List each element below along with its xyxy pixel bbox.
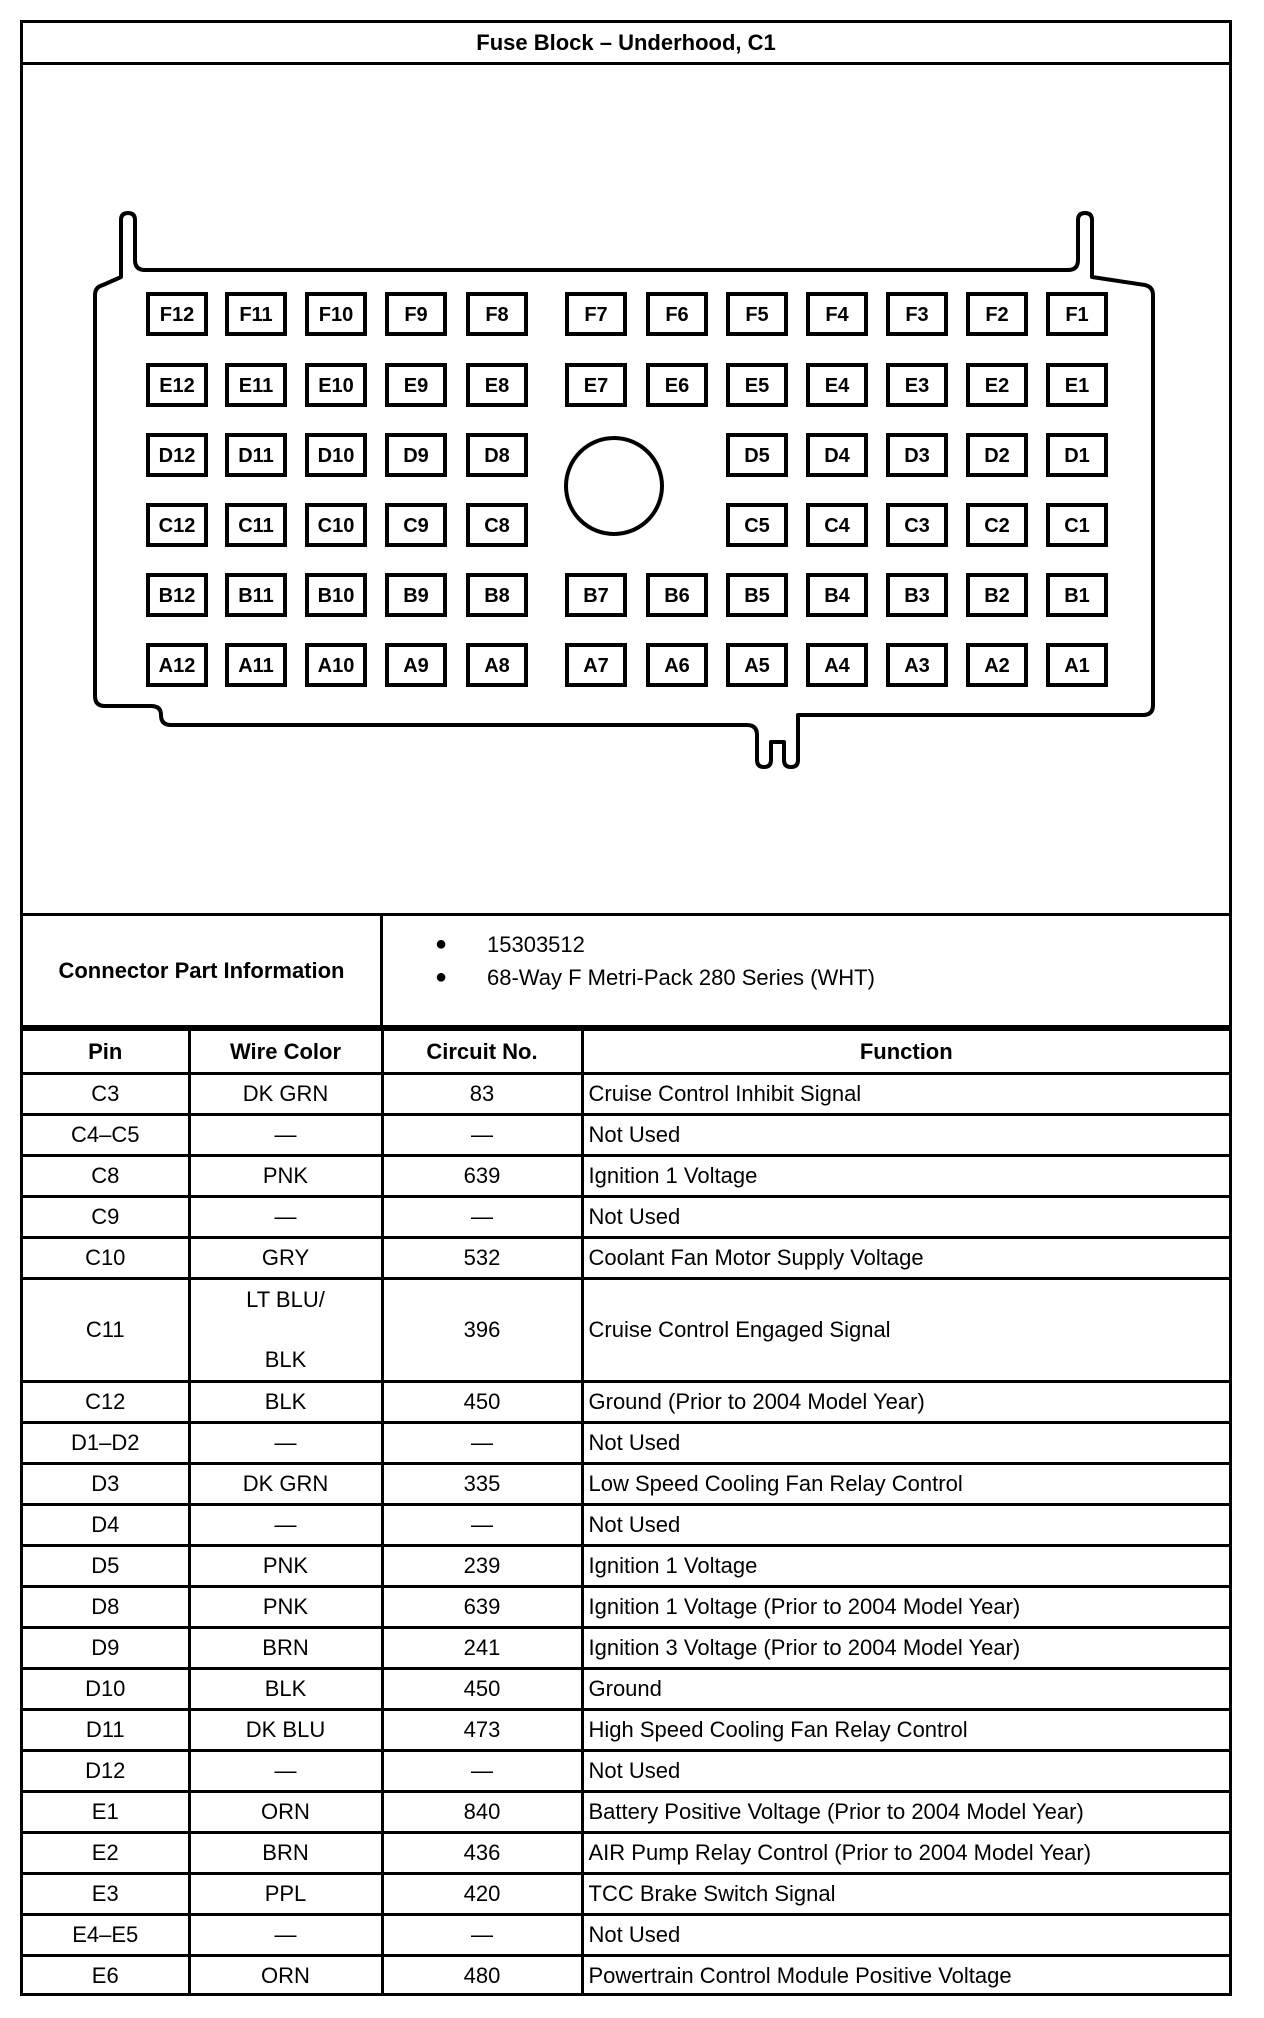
- connector-part-information: [23, 913, 1229, 1028]
- pin-cell: D1–D2: [23, 1423, 189, 1464]
- cavity-b6: [648, 575, 706, 615]
- circuit-cell: —: [382, 1751, 582, 1792]
- cavity-f5: [728, 294, 786, 334]
- wire-color-cell: —: [189, 1115, 382, 1156]
- circuit-cell: 335: [382, 1464, 582, 1505]
- circuit-cell: 83: [382, 1074, 582, 1115]
- function-cell: Not Used: [582, 1505, 1229, 1546]
- cavity-c5: [728, 505, 786, 545]
- function-cell: Ignition 1 Voltage: [582, 1156, 1229, 1197]
- cavity-f3: [888, 294, 946, 334]
- cavity-label: B8: [484, 585, 510, 607]
- cavity-label: C10: [317, 515, 355, 537]
- cavity-b11: [227, 575, 285, 615]
- cavity-b9: [387, 575, 445, 615]
- cavity-f11: [227, 294, 285, 334]
- cavity-e1: [1048, 365, 1106, 405]
- table-row: [23, 1833, 1229, 1874]
- cavity-a12: [148, 645, 206, 685]
- cavity-c2: [968, 505, 1026, 545]
- pin-cell: D12: [23, 1751, 189, 1792]
- cavity-d8: [468, 435, 526, 475]
- cavity-label: E4: [824, 375, 850, 397]
- cavity-label: D1: [1064, 445, 1090, 467]
- pin-cell: C9: [23, 1197, 189, 1238]
- circuit-cell: —: [382, 1197, 582, 1238]
- part-info-item: [383, 928, 1229, 961]
- cavity-a4: [808, 645, 866, 685]
- cavity-label: B1: [1064, 585, 1090, 607]
- wire-color-cell: —: [189, 1505, 382, 1546]
- cavity-label: F2: [985, 304, 1009, 326]
- cavity-e3: [888, 365, 946, 405]
- cavity-c1: [1048, 505, 1106, 545]
- table-row: [23, 1587, 1229, 1628]
- circuit-cell: 450: [382, 1382, 582, 1423]
- cavity-label: E3: [904, 375, 930, 397]
- circuit-cell: 420: [382, 1874, 582, 1915]
- cavity-label: B2: [984, 585, 1010, 607]
- cavity-label: E1: [1064, 375, 1090, 397]
- pin-cell: C4–C5: [23, 1115, 189, 1156]
- cavity-b3: [888, 575, 946, 615]
- wire-color-line: LT BLU/: [246, 1287, 325, 1312]
- cavity-label: F3: [905, 304, 929, 326]
- cavity-label: A4: [824, 655, 850, 677]
- cavity-label: D5: [744, 445, 770, 467]
- cavity-label: C3: [904, 515, 930, 537]
- pin-table: [23, 1028, 1229, 1995]
- wire-color-cell: DK GRN: [189, 1074, 382, 1115]
- part-info-list: [383, 916, 1229, 1037]
- cavity-label: F1: [1065, 304, 1089, 326]
- pin-cell: D9: [23, 1628, 189, 1669]
- function-cell: Ignition 1 Voltage: [582, 1546, 1229, 1587]
- circuit-cell: 639: [382, 1587, 582, 1628]
- circuit-cell: 840: [382, 1792, 582, 1833]
- connector-diagram: [23, 65, 1229, 913]
- cavity-d10: [307, 435, 365, 475]
- header-pin: Pin: [23, 1030, 189, 1074]
- cavity-b7: [567, 575, 625, 615]
- function-cell: Not Used: [582, 1115, 1229, 1156]
- cavity-c11: [227, 505, 285, 545]
- function-cell: Cruise Control Engaged Signal: [582, 1279, 1229, 1382]
- pin-cell: C8: [23, 1156, 189, 1197]
- cavity-e9: [387, 365, 445, 405]
- wire-color-cell: —: [189, 1915, 382, 1956]
- cavity-label: F8: [485, 304, 509, 326]
- header-wire-color: Wire Color: [189, 1030, 382, 1074]
- cavity-d3: [888, 435, 946, 475]
- function-cell: TCC Brake Switch Signal: [582, 1874, 1229, 1915]
- wire-color-cell: PNK: [189, 1156, 382, 1197]
- cavity-e6: [648, 365, 706, 405]
- cavity-e7: [567, 365, 625, 405]
- cavity-d9: [387, 435, 445, 475]
- cavity-b2: [968, 575, 1026, 615]
- circuit-cell: 450: [382, 1669, 582, 1710]
- connector-face-svg: [23, 65, 1229, 913]
- cavity-label: C8: [484, 515, 510, 537]
- cavity-f10: [307, 294, 365, 334]
- cavity-label: E5: [744, 375, 770, 397]
- function-cell: High Speed Cooling Fan Relay Control: [582, 1710, 1229, 1751]
- cavity-b10: [307, 575, 365, 615]
- cavity-f9: [387, 294, 445, 334]
- cavity-c12: [148, 505, 206, 545]
- cavity-d1: [1048, 435, 1106, 475]
- function-cell: Not Used: [582, 1751, 1229, 1792]
- cavity-label: D10: [317, 445, 355, 467]
- pin-cell: E6: [23, 1956, 189, 1996]
- part-info-label: Connector Part Information: [23, 916, 383, 1025]
- circuit-cell: —: [382, 1505, 582, 1546]
- wire-color-cell: PNK: [189, 1587, 382, 1628]
- cavity-e8: [468, 365, 526, 405]
- connector-description: 68-Way F Metri-Pack 280 Series (WHT): [487, 965, 875, 990]
- wire-color-cell: BRN: [189, 1628, 382, 1669]
- function-cell: Ground: [582, 1669, 1229, 1710]
- cavity-a7: [567, 645, 625, 685]
- cavity-d2: [968, 435, 1026, 475]
- circuit-cell: 473: [382, 1710, 582, 1751]
- cavity-label: E8: [484, 375, 510, 397]
- circuit-cell: —: [382, 1915, 582, 1956]
- header-function: Function: [582, 1030, 1229, 1074]
- cavity-label: B10: [317, 585, 355, 607]
- wire-color-cell: PNK: [189, 1546, 382, 1587]
- cavity-label: F9: [404, 304, 428, 326]
- cavity-label: F5: [745, 304, 769, 326]
- circuit-cell: 532: [382, 1238, 582, 1279]
- cavity-c3: [888, 505, 946, 545]
- cavity-label: E6: [664, 375, 690, 397]
- cavity-label: A3: [904, 655, 930, 677]
- wire-color-cell: DK BLU: [189, 1710, 382, 1751]
- cavity-label: F7: [584, 304, 608, 326]
- cavity-label: A12: [158, 655, 196, 677]
- cavity-b12: [148, 575, 206, 615]
- cavity-b4: [808, 575, 866, 615]
- cavity-label: A10: [317, 655, 355, 677]
- wire-color-cell: —: [189, 1423, 382, 1464]
- cavity-label: B7: [583, 585, 609, 607]
- table-row: [23, 1751, 1229, 1792]
- function-cell: Not Used: [582, 1197, 1229, 1238]
- part-info-item: [383, 961, 1229, 994]
- cavity-label: A7: [583, 655, 609, 677]
- function-cell: Coolant Fan Motor Supply Voltage: [582, 1238, 1229, 1279]
- header-circuit-no: Circuit No.: [382, 1030, 582, 1074]
- wire-color-cell: [189, 1279, 382, 1382]
- circuit-cell: —: [382, 1115, 582, 1156]
- circuit-cell: 396: [382, 1279, 582, 1382]
- table-row: [23, 1669, 1229, 1710]
- pin-cell: C3: [23, 1074, 189, 1115]
- cavity-label: F11: [239, 304, 273, 326]
- cavity-label: B6: [664, 585, 690, 607]
- cavity-a10: [307, 645, 365, 685]
- cavity-label: E7: [583, 375, 609, 397]
- cavity-b1: [1048, 575, 1106, 615]
- table-row: [23, 1874, 1229, 1915]
- table-header-row: [23, 1030, 1229, 1074]
- cavity-label: E10: [318, 375, 354, 397]
- cavity-a1: [1048, 645, 1106, 685]
- table-row: [23, 1792, 1229, 1833]
- cavity-label: B3: [904, 585, 930, 607]
- cavity-f4: [808, 294, 866, 334]
- cavity-e12: [148, 365, 206, 405]
- cavity-c4: [808, 505, 866, 545]
- table-row: [23, 1197, 1229, 1238]
- cavity-label: B11: [238, 585, 274, 607]
- cavity-f6: [648, 294, 706, 334]
- wire-color-line: BLK: [264, 1347, 307, 1372]
- cavity-b8: [468, 575, 526, 615]
- cavity-f1: [1048, 294, 1106, 334]
- table-row: [23, 1382, 1229, 1423]
- pin-cell: C11: [23, 1279, 189, 1382]
- cavity-label: F4: [825, 304, 849, 326]
- wire-color-cell: ORN: [189, 1956, 382, 1996]
- cavity-label: F12: [159, 304, 195, 326]
- cavity-f12: [148, 294, 206, 334]
- cavity-label: C9: [403, 515, 429, 537]
- cavity-e10: [307, 365, 365, 405]
- cavity-a5: [728, 645, 786, 685]
- pin-cell: D4: [23, 1505, 189, 1546]
- cavity-label: C5: [744, 515, 770, 537]
- wire-color-cell: PPL: [189, 1874, 382, 1915]
- wire-color-cell: ORN: [189, 1792, 382, 1833]
- table-row: [23, 1238, 1229, 1279]
- pin-cell: C12: [23, 1382, 189, 1423]
- cavity-c8: [468, 505, 526, 545]
- cavity-label: C4: [824, 515, 850, 537]
- cavity-label: E11: [238, 375, 274, 397]
- cavity-d4: [808, 435, 866, 475]
- cavity-a6: [648, 645, 706, 685]
- function-cell: Low Speed Cooling Fan Relay Control: [582, 1464, 1229, 1505]
- cavity-e5: [728, 365, 786, 405]
- cavity-label: A6: [664, 655, 690, 677]
- cavity-a3: [888, 645, 946, 685]
- function-cell: Battery Positive Voltage (Prior to 2004 Model Year): [582, 1792, 1229, 1833]
- cavity-label: D4: [824, 445, 850, 467]
- wire-color-cell: BRN: [189, 1833, 382, 1874]
- cavity-label: D9: [403, 445, 429, 467]
- bullet-icon: ●: [435, 966, 448, 988]
- part-number: 15303512: [487, 932, 585, 957]
- table-row: [23, 1279, 1229, 1382]
- pin-cell: E2: [23, 1833, 189, 1874]
- pin-cell: D8: [23, 1587, 189, 1628]
- cavity-label: A9: [403, 655, 429, 677]
- cavity-a11: [227, 645, 285, 685]
- wire-color-cell: —: [189, 1197, 382, 1238]
- pin-cell: D5: [23, 1546, 189, 1587]
- pin-cell: E3: [23, 1874, 189, 1915]
- cavity-label: C1: [1064, 515, 1090, 537]
- pin-cell: D10: [23, 1669, 189, 1710]
- cavity-label: F10: [318, 304, 354, 326]
- cavity-e11: [227, 365, 285, 405]
- pin-cell: C10: [23, 1238, 189, 1279]
- cavity-e4: [808, 365, 866, 405]
- pin-cell: D3: [23, 1464, 189, 1505]
- cavity-b5: [728, 575, 786, 615]
- cavity-a8: [468, 645, 526, 685]
- cavity-label: A1: [1064, 655, 1090, 677]
- cavity-a2: [968, 645, 1026, 685]
- table-row: [23, 1546, 1229, 1587]
- cavity-d11: [227, 435, 285, 475]
- cavity-label: A2: [984, 655, 1010, 677]
- wire-color-cell: GRY: [189, 1238, 382, 1279]
- cavity-f8: [468, 294, 526, 334]
- table-row: [23, 1628, 1229, 1669]
- function-cell: Not Used: [582, 1423, 1229, 1464]
- cavity-label: A11: [238, 655, 274, 677]
- cavity-label: E2: [984, 375, 1010, 397]
- cavity-label: D12: [158, 445, 196, 467]
- cavity-c9: [387, 505, 445, 545]
- cavity-f7: [567, 294, 625, 334]
- cavity-a9: [387, 645, 445, 685]
- circuit-cell: 639: [382, 1156, 582, 1197]
- pin-cell: D11: [23, 1710, 189, 1751]
- function-cell: Ignition 1 Voltage (Prior to 2004 Model Year): [582, 1587, 1229, 1628]
- table-row: [23, 1505, 1229, 1546]
- wire-color-cell: DK GRN: [189, 1464, 382, 1505]
- cavity-d12: [148, 435, 206, 475]
- table-row: [23, 1115, 1229, 1156]
- cavity-label: E9: [403, 375, 429, 397]
- cavity-label: F6: [665, 304, 689, 326]
- cavity-label: C12: [158, 515, 196, 537]
- pin-cell: E4–E5: [23, 1915, 189, 1956]
- circuit-cell: 241: [382, 1628, 582, 1669]
- wire-color-cell: —: [189, 1751, 382, 1792]
- bullet-icon: ●: [435, 933, 448, 955]
- cavity-label: A8: [484, 655, 510, 677]
- wire-color-two-line: [191, 1287, 381, 1373]
- table-row: [23, 1710, 1229, 1751]
- cavity-label: C2: [984, 515, 1010, 537]
- connector-sheet: [20, 20, 1232, 1996]
- cavity-label: E12: [159, 375, 195, 397]
- cavity-d5: [728, 435, 786, 475]
- center-bolt-hole: [566, 438, 662, 534]
- table-row: [23, 1074, 1229, 1115]
- table-row: [23, 1956, 1229, 1996]
- circuit-cell: 239: [382, 1546, 582, 1587]
- table-row: [23, 1915, 1229, 1956]
- circuit-cell: 480: [382, 1956, 582, 1996]
- cavity-c10: [307, 505, 365, 545]
- circuit-cell: —: [382, 1423, 582, 1464]
- cavity-label: C11: [238, 515, 274, 537]
- function-cell: Not Used: [582, 1915, 1229, 1956]
- page-title: Fuse Block – Underhood, C1: [23, 23, 1229, 65]
- function-cell: Ground (Prior to 2004 Model Year): [582, 1382, 1229, 1423]
- cavity-label: D3: [904, 445, 930, 467]
- cavity-label: D8: [484, 445, 510, 467]
- cavity-f2: [968, 294, 1026, 334]
- function-cell: Powertrain Control Module Positive Voltage: [582, 1956, 1229, 1996]
- cavity-label: B12: [158, 585, 196, 607]
- cavity-label: D2: [984, 445, 1010, 467]
- cavity-e2: [968, 365, 1026, 405]
- cavity-label: A5: [744, 655, 770, 677]
- circuit-cell: 436: [382, 1833, 582, 1874]
- wire-color-cell: BLK: [189, 1669, 382, 1710]
- cavity-label: D11: [238, 445, 274, 467]
- cavity-label: B4: [824, 585, 850, 607]
- function-cell: Cruise Control Inhibit Signal: [582, 1074, 1229, 1115]
- cavity-label: B9: [403, 585, 429, 607]
- table-row: [23, 1464, 1229, 1505]
- pin-cell: E1: [23, 1792, 189, 1833]
- table-row: [23, 1156, 1229, 1197]
- table-row: [23, 1423, 1229, 1464]
- wire-color-cell: BLK: [189, 1382, 382, 1423]
- cavity-label: B5: [744, 585, 770, 607]
- function-cell: Ignition 3 Voltage (Prior to 2004 Model Year): [582, 1628, 1229, 1669]
- function-cell: AIR Pump Relay Control (Prior to 2004 Model Year): [582, 1833, 1229, 1874]
